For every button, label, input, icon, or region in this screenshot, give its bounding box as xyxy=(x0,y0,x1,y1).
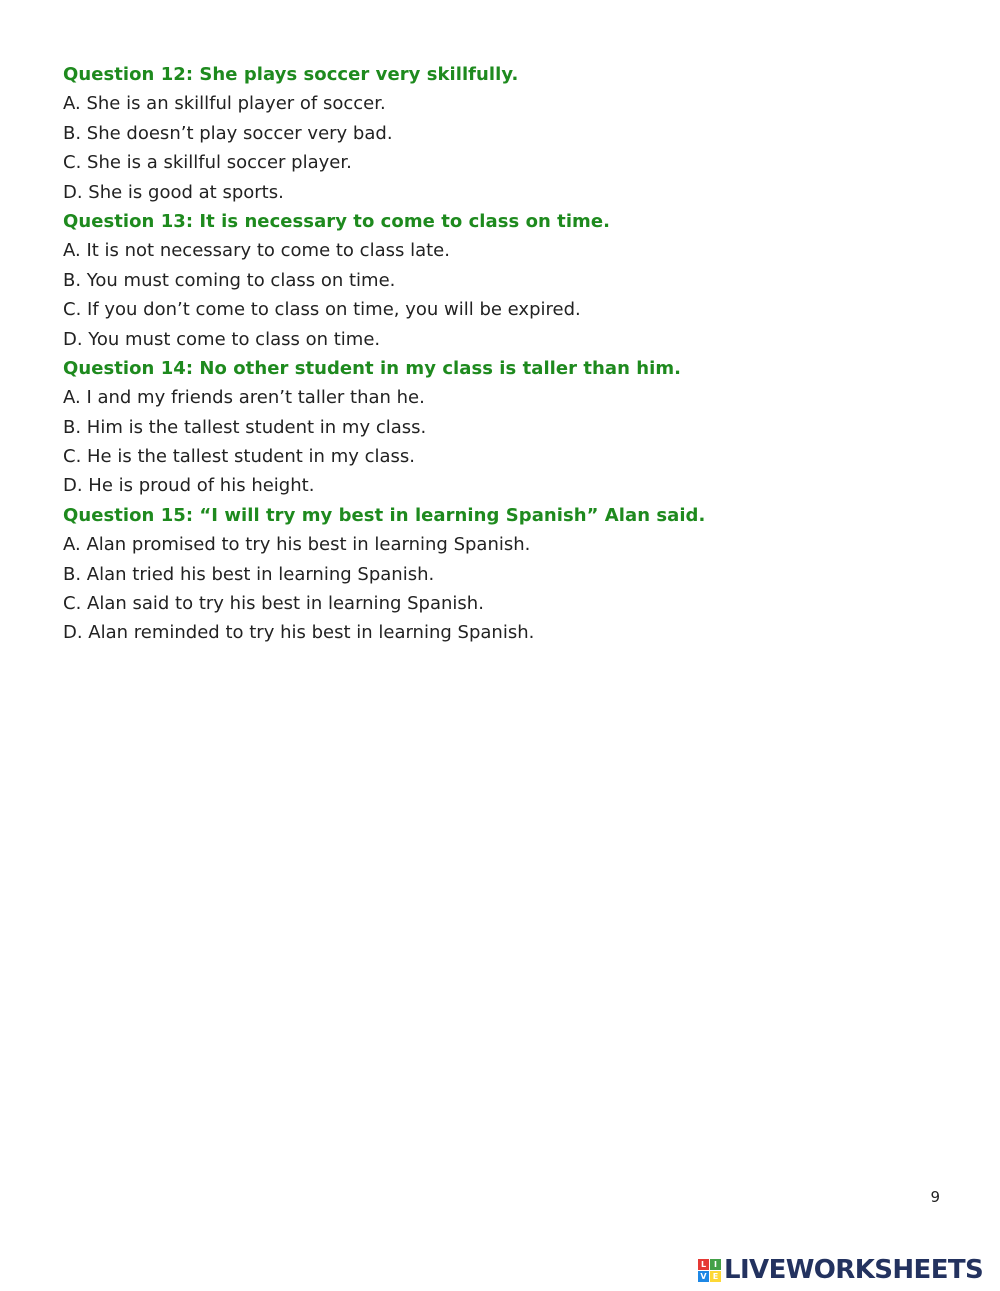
option-d[interactable]: D. You must come to class on time. xyxy=(63,328,381,350)
option-a[interactable]: A. She is an skillful player of soccer. xyxy=(63,93,386,115)
option-b[interactable]: B. Him is the tallest student in my class. xyxy=(63,416,427,438)
logo-letter-i: I xyxy=(710,1259,721,1270)
option-c[interactable]: C. Alan said to try his best in learning Spanish. xyxy=(63,593,484,615)
option-c[interactable]: C. She is a skillful soccer player. xyxy=(63,152,352,174)
option-a[interactable]: A. I and my friends aren’t taller than he. xyxy=(63,387,425,409)
question-prompt: Question 12: She plays soccer very skillfully. xyxy=(63,64,519,85)
option-a[interactable]: A. Alan promised to try his best in learning Spanish. xyxy=(63,534,531,556)
question-13 xyxy=(63,207,943,354)
question-15 xyxy=(63,501,943,648)
liveworksheets-brand[interactable] xyxy=(698,1257,983,1283)
logo-letter-v: V xyxy=(698,1271,709,1282)
question-14 xyxy=(63,354,943,501)
option-d[interactable]: D. He is proud of his height. xyxy=(63,475,315,497)
option-a[interactable]: A. It is not necessary to come to class late. xyxy=(63,240,450,262)
option-b[interactable]: B. She doesn’t play soccer very bad. xyxy=(63,122,393,144)
brand-name: LIVEWORKSHEETS xyxy=(724,1255,984,1285)
question-12 xyxy=(63,60,943,207)
option-d[interactable]: D. Alan reminded to try his best in learning Spanish. xyxy=(63,622,535,644)
logo-letter-l: L xyxy=(698,1259,709,1270)
question-prompt: Question 15: “I will try my best in learning Spanish” Alan said. xyxy=(63,504,706,526)
worksheet-content xyxy=(63,60,943,648)
liveworksheets-logo-icon xyxy=(698,1259,721,1282)
option-c[interactable]: C. He is the tallest student in my class. xyxy=(63,446,416,468)
option-d[interactable]: D. She is good at sports. xyxy=(63,181,284,203)
option-b[interactable]: B. Alan tried his best in learning Spanish. xyxy=(63,563,435,585)
logo-letter-e: E xyxy=(710,1271,721,1282)
question-prompt: Question 14: No other student in my class is taller than him. xyxy=(63,357,682,379)
question-prompt: Question 13: It is necessary to come to class on time. xyxy=(63,210,610,232)
page-number: 9 xyxy=(930,1188,940,1206)
option-c[interactable]: C. If you don’t come to class on time, you will be expired. xyxy=(63,299,581,321)
option-b[interactable]: B. You must coming to class on time. xyxy=(63,269,396,291)
